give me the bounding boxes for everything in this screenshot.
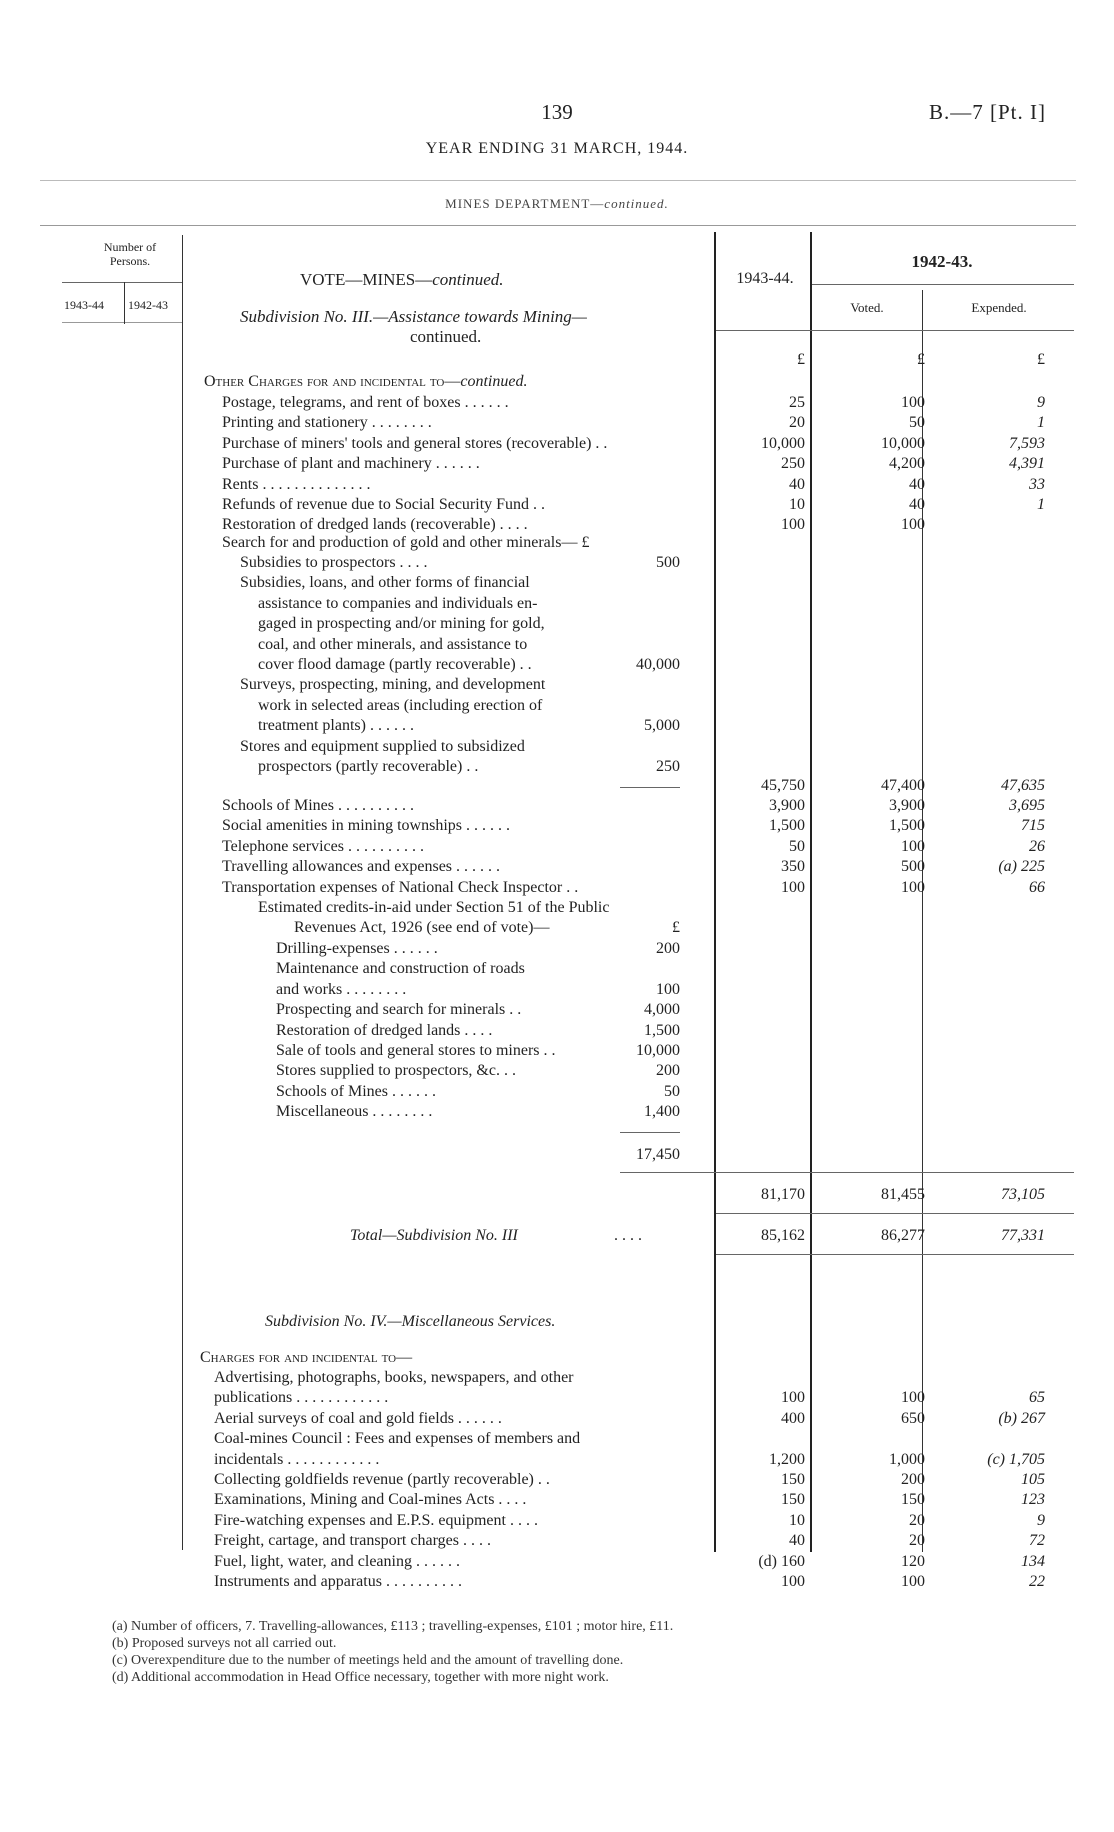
charge-item-label: Postage, telegrams, and rent of boxes . . . . . . [222, 394, 509, 411]
credit-item-amount: 10,000 [636, 1042, 680, 1059]
charge-item-1943: 40 [789, 475, 805, 493]
charge-item-label: Restoration of dredged lands (recoverable) . . . . [222, 516, 528, 534]
search-item-line: assistance to companies and individuals en- [258, 594, 538, 612]
charge-item-voted: 100 [901, 878, 925, 896]
charge-item-label: Rents . . . . . . . . . . . . . . [222, 475, 371, 493]
misc-item-1943: 150 [781, 1471, 805, 1488]
misc-item-voted: 200 [901, 1471, 925, 1488]
charge-item-label: Travelling allowances and expenses . . . . . . [222, 858, 501, 876]
table-top-rule [40, 225, 1076, 226]
subdivision-4-title: Subdivision No. IV.—Miscellaneous Services. [265, 1313, 556, 1330]
persons-rule-2 [62, 322, 182, 323]
misc-item-1943: (d) 160 [758, 1552, 805, 1570]
subtotal-1943: 81,170 [761, 1186, 805, 1203]
misc-item-expended: 9 [1037, 1511, 1045, 1529]
other-charges-heading: Other Charges for and incidental to—continued. [204, 373, 528, 390]
left-table-border [182, 235, 183, 1550]
charge-item-expended: 66 [1029, 878, 1045, 896]
charge-item-1943: 100 [781, 516, 805, 534]
misc-item-1943: 40 [789, 1532, 805, 1550]
charge-item-voted: 4,200 [889, 455, 925, 473]
search-item-amount: 250 [656, 758, 680, 775]
footnote: (d) Additional accommodation in Head Office necessary, together with more night work. [112, 1670, 609, 1685]
credit-item-amount: 50 [664, 1082, 680, 1100]
misc-item-voted: 650 [901, 1409, 925, 1427]
misc-item-expended: 134 [1021, 1552, 1045, 1570]
pound-sign-1: £ [797, 351, 805, 368]
charge-item-expended: 9 [1037, 394, 1045, 411]
credits-sum-rule [620, 1132, 680, 1133]
misc-item-line: Examinations, Mining and Coal-mines Acts . . . . [214, 1491, 527, 1509]
total-rule-bottom [716, 1254, 1074, 1255]
charge-item-expended: (a) 225 [998, 858, 1045, 876]
misc-item-voted: 100 [901, 1573, 925, 1590]
misc-item-1943: 100 [781, 1389, 805, 1407]
charge-item-voted: 500 [901, 858, 925, 876]
credit-item-label: and works . . . . . . . . [276, 980, 407, 998]
column-header-1942-43: 1942-43. [911, 252, 973, 271]
header-rule [40, 180, 1076, 181]
search-sum-rule [620, 787, 680, 788]
charge-item-label: Purchase of miners' tools and general stores (recoverable) . . [222, 434, 608, 452]
credit-item-amount: 200 [656, 1062, 680, 1080]
charge-item-label: Schools of Mines . . . . . . . . . . [222, 797, 414, 814]
misc-item-line: Fuel, light, water, and cleaning . . . . . . [214, 1552, 460, 1570]
charge-item-1943: 25 [789, 394, 805, 411]
subtotal-voted: 81,455 [881, 1186, 925, 1203]
misc-item-expended: 105 [1021, 1471, 1045, 1488]
search-item-line: Stores and equipment supplied to subsidized [240, 737, 525, 755]
search-item-line: Surveys, prospecting, mining, and development [240, 676, 546, 694]
search-item-line: gaged in prospecting and/or mining for gold, [258, 615, 545, 633]
search-item-line: work in selected areas (including erection of [258, 696, 543, 714]
search-total-voted: 47,400 [881, 777, 925, 794]
charge-item-label: Social amenities in mining townships . . . . . . [222, 817, 510, 835]
search-heading: Search for and production of gold and other minerals— £ [222, 534, 590, 551]
misc-item-line: Coal-mines Council : Fees and expenses of members and [214, 1430, 581, 1448]
misc-item-expended: 65 [1029, 1389, 1045, 1407]
credits-total: 17,450 [636, 1146, 680, 1163]
credits-heading-1: Estimated credits-in-aid under Section 51 of the Public [258, 899, 610, 916]
charge-item-1943: 20 [789, 414, 805, 432]
misc-item-expended: (b) 267 [998, 1409, 1045, 1427]
misc-item-line: Advertising, photographs, books, newspapers, and other [214, 1369, 574, 1386]
total-dots: . . . . [614, 1227, 642, 1244]
charge-item-expended: 33 [1029, 475, 1045, 493]
search-item-line: prospectors (partly recoverable) . . [258, 758, 479, 775]
credit-item-label: Schools of Mines . . . . . . [276, 1082, 436, 1100]
charge-item-1943: 250 [781, 455, 805, 473]
charge-item-voted: 3,900 [889, 797, 925, 814]
persons-divider [124, 282, 125, 324]
credits-heading-2: Revenues Act, 1926 (see end of vote)— [294, 919, 550, 936]
department-title: MINES DEPARTMENT—continued. [445, 196, 669, 211]
charge-item-1943: 50 [789, 837, 805, 855]
misc-item-expended: 123 [1021, 1491, 1045, 1509]
misc-item-voted: 20 [909, 1532, 925, 1550]
credit-item-amount: 200 [656, 940, 680, 957]
persons-1943-44: 1943-44 [64, 298, 104, 312]
search-total-expended: 47,635 [1001, 777, 1045, 794]
misc-item-1943: 10 [789, 1511, 805, 1529]
charge-item-label: Purchase of plant and machinery . . . . . . [222, 455, 480, 473]
search-item-amount: 40,000 [636, 656, 680, 673]
pound-sign-2: £ [917, 351, 925, 368]
total-expended: 77,331 [1001, 1227, 1045, 1244]
credit-item-label: Drilling-expenses . . . . . . [276, 940, 438, 957]
charge-item-voted: 10,000 [881, 434, 925, 452]
misc-item-line: incidentals . . . . . . . . . . . . [214, 1450, 380, 1468]
charge-item-voted: 40 [909, 475, 925, 493]
charge-item-expended: 26 [1029, 837, 1045, 855]
charge-item-label: Refunds of revenue due to Social Security Fund . . [222, 496, 546, 513]
header-rule-1942-43 [812, 284, 1074, 285]
credit-item-label: Stores supplied to prospectors, &c. . . [276, 1062, 516, 1080]
charge-item-voted: 50 [909, 414, 925, 432]
charge-item-1943: 1,500 [769, 817, 805, 835]
search-item-line: Subsidies, loans, and other forms of financial [240, 574, 530, 592]
voted-header: Voted. [850, 300, 884, 315]
total-1943: 85,162 [761, 1227, 805, 1244]
charge-item-expended: 715 [1021, 817, 1045, 835]
misc-item-1943: 400 [781, 1409, 805, 1427]
charge-item-label: Transportation expenses of National Check Inspector . . [222, 878, 579, 896]
charge-item-1943: 100 [781, 878, 805, 896]
misc-item-voted: 150 [901, 1491, 925, 1509]
subdivision-3-cont: continued. [410, 327, 482, 346]
search-item-amount: 5,000 [644, 717, 680, 735]
misc-item-1943: 150 [781, 1491, 805, 1509]
credit-item-amount: 1,500 [644, 1021, 680, 1039]
misc-item-expended: 22 [1029, 1573, 1045, 1590]
year-title: YEAR ENDING 31 MARCH, 1944. [425, 140, 689, 157]
charge-item-expended: 3,695 [1009, 797, 1045, 814]
charge-item-expended: 4,391 [1009, 455, 1045, 473]
search-total-1943: 45,750 [761, 777, 805, 794]
charge-item-1943: 350 [781, 858, 805, 876]
charge-item-voted: 100 [901, 516, 925, 534]
charge-item-1943: 10,000 [761, 434, 805, 452]
misc-item-1943: 1,200 [769, 1450, 805, 1468]
misc-item-expended: (c) 1,705 [987, 1450, 1045, 1468]
charge-item-1943: 10 [789, 496, 805, 513]
misc-item-line: Fire-watching expenses and E.P.S. equipment . . . . [214, 1511, 538, 1529]
page-number: 139 [541, 100, 573, 124]
misc-item-expended: 72 [1029, 1532, 1045, 1550]
misc-item-voted: 20 [909, 1511, 925, 1529]
misc-item-line: Freight, cartage, and transport charges . . . . [214, 1532, 491, 1550]
total-rule-top [716, 1213, 1074, 1214]
credit-item-amount: 100 [656, 980, 680, 998]
credit-item-label: Prospecting and search for minerals . . [276, 1001, 522, 1019]
column-header-1943-44: 1943-44. [736, 270, 794, 287]
credit-item-label: Restoration of dredged lands . . . . [276, 1021, 493, 1039]
misc-item-voted: 100 [901, 1389, 925, 1407]
header-bottom-rule [716, 330, 1074, 331]
charge-item-expended: 1 [1037, 496, 1045, 513]
pound-sign-3: £ [1037, 351, 1045, 368]
charges-heading: Charges for and incidental to— [200, 1349, 413, 1366]
charge-item-voted: 100 [901, 394, 925, 411]
search-item-line: treatment plants) . . . . . . [258, 717, 414, 735]
total-label: Total—Subdivision No. III [350, 1227, 518, 1244]
persons-1942-43: 1942-43 [128, 298, 168, 312]
number-of-persons-header: Number of Persons. [103, 240, 157, 268]
misc-item-1943: 100 [781, 1573, 805, 1590]
search-item-line: coal, and other minerals, and assistance to [258, 635, 528, 653]
search-item-line: cover flood damage (partly recoverable) . . [258, 656, 532, 673]
footnote: (a) Number of officers, 7. Travelling-allowances, £113 ; travelling-expenses, £101 ; motor hire, £11. [112, 1619, 674, 1634]
misc-item-line: Instruments and apparatus . . . . . . . . . . [214, 1573, 462, 1590]
charge-item-1943: 3,900 [769, 797, 805, 814]
charge-item-label: Printing and stationery . . . . . . . . [222, 414, 432, 432]
col-divider-1 [714, 232, 716, 1552]
charge-item-voted: 1,500 [889, 817, 925, 835]
charge-item-voted: 100 [901, 837, 925, 855]
misc-item-voted: 120 [901, 1552, 925, 1570]
total-voted: 86,277 [881, 1227, 925, 1244]
credit-item-amount: 1,400 [644, 1103, 680, 1121]
charge-item-expended: 7,593 [1009, 434, 1045, 452]
credit-item-label: Maintenance and construction of roads [276, 960, 525, 978]
vote-title: VOTE—MINES—continued. [300, 270, 504, 289]
misc-item-line: Aerial surveys of coal and gold fields . . . . . . [214, 1409, 502, 1427]
subtotal-expended: 73,105 [1001, 1186, 1045, 1203]
expended-header: Expended. [971, 300, 1027, 315]
subtotal-rule [620, 1172, 1074, 1173]
misc-item-voted: 1,000 [889, 1450, 925, 1468]
credit-item-label: Miscellaneous . . . . . . . . [276, 1103, 433, 1121]
charge-item-voted: 40 [909, 496, 925, 513]
col-divider-2 [810, 232, 812, 1552]
persons-rule [62, 282, 182, 283]
report-reference: B.—7 [Pt. I] [929, 100, 1046, 124]
footnote: (b) Proposed surveys not all carried out. [112, 1636, 337, 1651]
search-item-line: Subsidies to prospectors . . . . [240, 554, 428, 571]
credit-item-amount: 4,000 [644, 1001, 680, 1019]
misc-item-line: publications . . . . . . . . . . . . [214, 1389, 389, 1407]
search-item-amount: 500 [656, 554, 680, 571]
charge-item-expended: 1 [1037, 414, 1045, 432]
credit-item-label: Sale of tools and general stores to miners . . [276, 1042, 556, 1059]
misc-item-line: Collecting goldfields revenue (partly recoverable) . . [214, 1471, 550, 1488]
charge-item-label: Telephone services . . . . . . . . . . [222, 837, 424, 855]
subdivision-3-title: Subdivision No. III.—Assistance towards Mining— [240, 307, 587, 326]
footnote: (c) Overexpenditure due to the number of meetings held and the amount of travelling done. [112, 1653, 624, 1668]
